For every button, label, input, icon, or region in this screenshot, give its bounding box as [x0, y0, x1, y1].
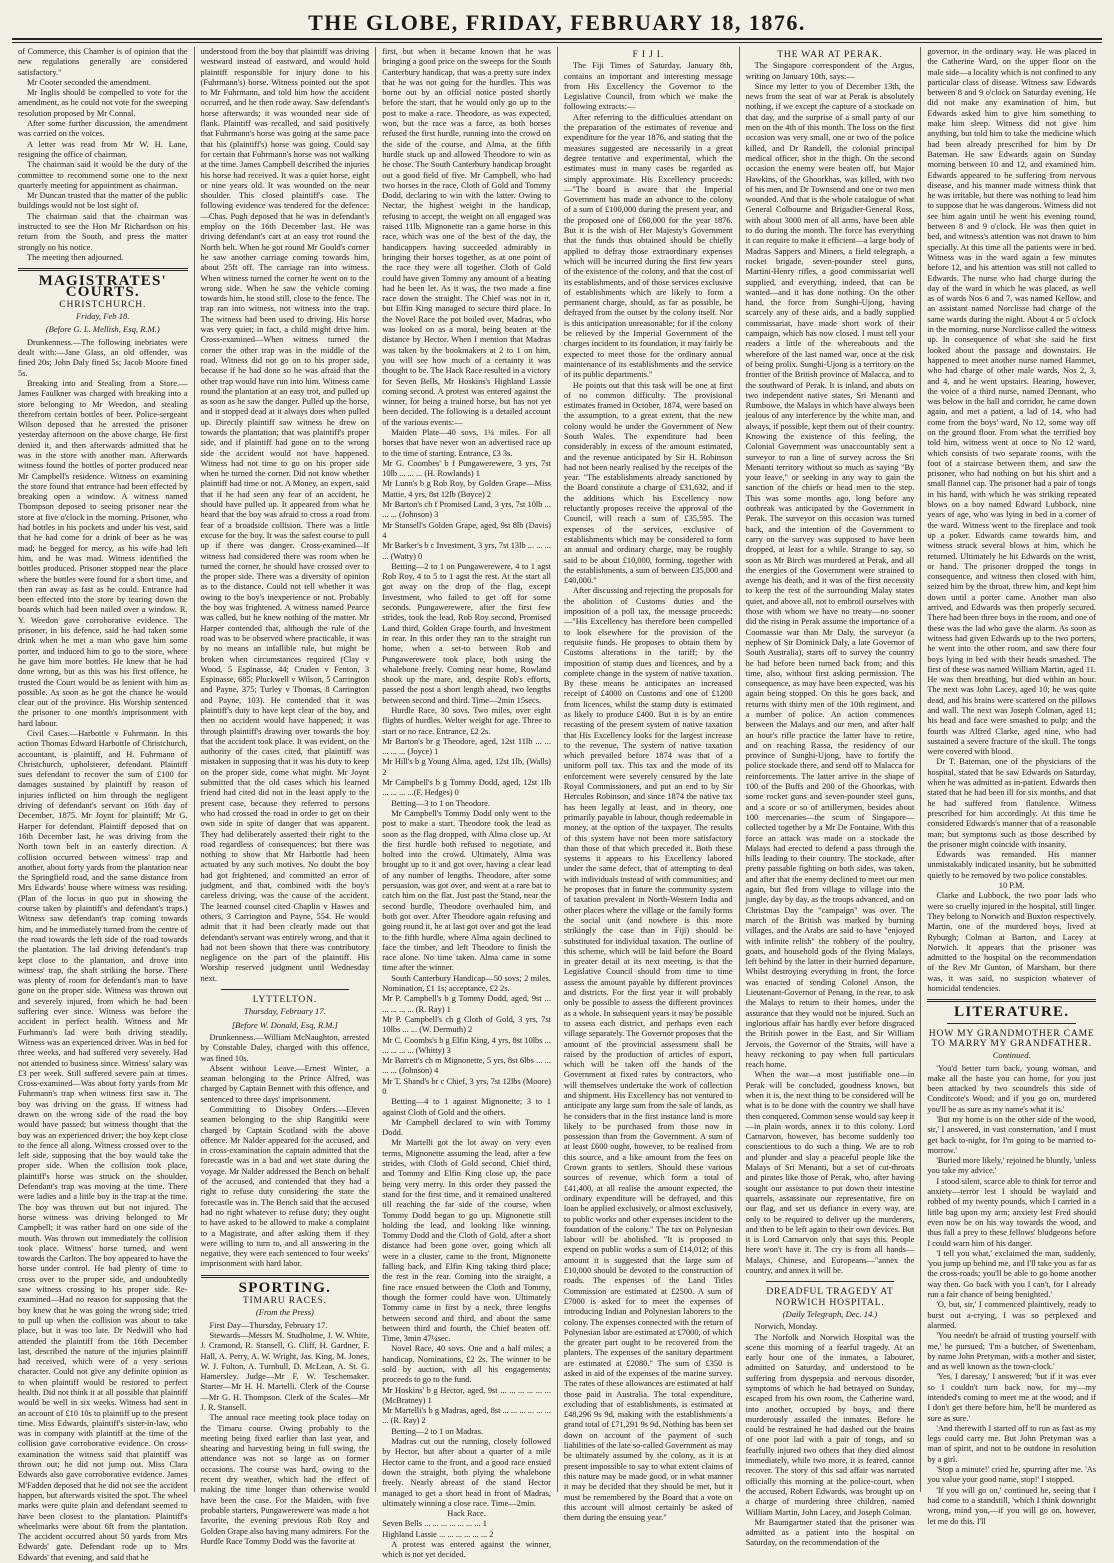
- race-result: Mr Barton's ch f Promised Land, 3 yrs, 7st 10lb ... ... ... (Johnson) 3: [382, 500, 551, 520]
- section-heading: MAGISTRATES' COURTS.: [38, 273, 167, 300]
- story-title: HOW MY GRANDMOTHER CAME TO MARRY MY GRANDFATHER.: [928, 1027, 1095, 1049]
- paragraph: First Day—Thursday, February 17.: [209, 1320, 328, 1330]
- section-heading: THE WAR AT PERAK.: [777, 49, 883, 60]
- race-result: Mr Barker's b c Investment, 3 yrs, 7st 13lb ... ... ... ... (Watty) 0: [382, 541, 551, 561]
- paragraph: The chairman said it would be the duty of the committee to recommend some one to the next quarterly meeting for appointment as chairman.: [18, 160, 188, 190]
- paragraph: Stewards—Messrs M. Studholme, J. W. White, J. Cramond, R. Stansell, G. Cliff, H. Gardner, F. Hall, A. Perry, A. W. Wright, Jas. King, M. Jones, W. J. Fulton, A. Turnbull, D. McLean, A. St. G. Hamersley. Judge—Mr F. W. Teschemaker. Starter—Mr H. H. Martelli. Clerk of the Course—Mr G. H. Thompson. Clerk of the Scales—Mr J. R. Stansell.: [200, 1330, 370, 1412]
- paragraph: Betting—3 to 1 on Theodore.: [391, 798, 490, 808]
- section-subheading: CHRISTCHURCH.: [59, 298, 147, 310]
- race-result: Mr Hoskins' b g Hector, aged, 9st ... ... ... ... ... ... (McBratney) 1: [382, 1385, 551, 1405]
- race-result: Mr G. Coombes' b f Pungawerewere, 3 yrs, 7st 10lb ... ... ... (H. Rowlands) 1: [382, 458, 551, 479]
- paragraph: The annual race meeting took place today on the Timaru course. Owing probably to the meeting being fixed earlier than last year, and shearing and harvesting being in full swing, the attendance was not so large as on former occasions. The course was hard, owing to the recent dry weather, which had the effect of making the time longer than otherwise would have been the case. For the Maiden, with five probable starters, Pungawerewere was made a hot favorite, the evening previous Rob Roy and Golden Grape also having many admirers. For the Hurdle Race Tommy Dodd was the favorite at: [200, 1413, 370, 1546]
- race-result: Mr Hill's b g Young Alma, aged, 12st 1lb, (Walls) 2: [382, 757, 551, 777]
- paragraph: 'Buried more likely,' rejoined he bluntly, 'unless you take my advice.': [927, 1156, 1097, 1176]
- court-date: Thursday, February 17.: [244, 1006, 326, 1017]
- paragraph: Mr Cooter seconded the amendment.: [27, 77, 151, 87]
- paragraph: 'I tell you what,' exclaimed the man, suddenly, 'you jump up behind me, and I'll take you as far as the cross-roads; you'll be able to go home another way then. Go back with you I can't, for I already run a fair chance of being benighted.': [927, 1248, 1097, 1300]
- race-result: Mr Barton's br g Theodore, aged, 12st 11lb ... ... ... ... ... (Joyce) 1: [382, 736, 551, 757]
- section-heading: LITERATURE.: [954, 1004, 1070, 1021]
- paragraph: first, but when it became known that he was bringing a good price on the sweeps for the South Canterbury handicap, that was a pretty sure index that he was not going for the hurdles. This was borne out by an official notice posted shortly before the start, that he would only go up to the post to make a race. Theodore, as was expected, won, but the race was a farce, as both horses refused the first hurdle, running into the crowd on the side of the course, and Alma, at the fifth hurdle stuck up and allowed Theodore to win as he chose. The South Canterbury handicap brought out a good field of five. Mr Campbell, who had two horses in the race, Cloth of Gold and Tommy Dodd, declaring to win with the latter. Owing to Nectar, the highest weight in the handicap, refusing to accept, the weight on all engaged was raised 11lb. Mignonette ran a game horse in this race, which was one of the best of the day, the handicappers having succeeded admirably in bringing their horses together, as at one point of the race they were all together. Cloth of Gold could have given Tommy any amount of a beating had he been let. As it was, the two made a fine race down the straight. The Chief was not in it, but Elfin King managed to secure third place. In the Novel Race the pot boiled over, Madras, who was looked on as a moral, being beaten at the distance by Hector. When I mention that Madras was taken by the bookmakers at 2 to 1 on him, you will see how much of a certainty it was thought to be. The Hack Race resulted in a victory for Seven Bells, Mr Hoskins's Highland Lassie coming second. A protest was entered against the winner, for being a trained horse, but has not yet been decided. The following is a detailed account of the various events:—: [382, 47, 551, 427]
- columns: [12, 47, 1102, 1562]
- section-rule: [18, 268, 188, 271]
- source-line: (Daily Telegraph, Dec. 14.): [782, 1308, 878, 1319]
- paragraph: After some further discussion, the amendment was carried on the voices.: [18, 119, 188, 139]
- section-heading: SPORTING.: [238, 1279, 332, 1296]
- paragraph: Clarke and Lubbock, the two poor lads who were so cruelly injured in the hospital, still linger. They belong to Norwich and Buxton respectively. Martin, one of the murdered boys, lived at Ryburgh; Colman at Barton, and Lacey at Norwich. It appears that the prisoner was admitted to the hospital on the recommendation of the Rev Mr Gunton, of Marsham, but there was, it was said, no suspicion whatever of homicidal tendencies.: [927, 891, 1097, 994]
- divider: [766, 1281, 895, 1282]
- masthead-rule: [12, 38, 1102, 43]
- column-2: [194, 47, 376, 1546]
- paragraph: South Canterbury Handicap—50 sovs; 2 miles. Nomination, £1 1s; acceptance, £2 2s.: [382, 973, 551, 994]
- paragraph: Betting—2 to 1 on Madras.: [391, 1426, 484, 1436]
- paragraph: A protest was entered against the winner, which is not yet decided.: [382, 1540, 551, 1560]
- paragraph: Committing to Disobey Orders.—Eleven seamen belonging to the ship Rangitiki were charged by Captain Scotland with the above offence. Mr Nalder appeared for the accused, and in cross-examination the captain admitted that the forecastle was in a bad and wet state during the voyage. Mr Nalder addressed the Bench on behalf of the accused, and contended that they had a right to refuse duty considering the state the forecastle was in. The Bench said that the accused had no right whatever to refuse duty; they ought to have asked to be allowed to make a complaint to a Magistrate, and after asking them if they were willing to turn to, and all answering in the negative, they were each sentenced to four weeks' imprisonment with hard labor.: [200, 1104, 370, 1269]
- race-result: Mr Lunn's b g Rob Roy, by Golden Grape—Miss Mattie, 4 yrs, 8st 12lb (Boyce) 2: [382, 479, 551, 499]
- column-3: [375, 47, 557, 1560]
- paragraph: Edwards was remanded. His manner unmistakably indicated insanity, but he submitted quietly to be removed by two police constables.: [927, 850, 1097, 880]
- paragraph: Civil Cases.—Harbottle v Fuhrmann. In this action Thomas Edward Harbottle of Christchurch, accountant, is plaintiff, and H. Fuhrmann of Christchurch, upholsterer, defendant. Plaintiff sues defendant to recover the sum of £100 for damages sustained by plaintiff by reason of injuries inflicted on him through the negligent driving of defendant's servant on 16th day of December, 1875. Mr Joynt for plaintiff; Mr G. Harper for defendant. Plaintiff deposed that on 16th December last, he was driving from the North town belt in an easterly direction. A collision occurred between witness' trap and another, about forty yards from the plantation near the Springfield road, and the same distance from Mrs Edwards' house where witness was residing. (Plan of the locus in quo put in showing the course taken by plaintiff's and defendant's traps.) Witness saw defendant's trap coming towards him, and he immediately turned from the centre of the road towards the left side of the road towards the plantation. The lad driving defendant's trap kept close to the plantation, and drove into witness' trap, the shaft striking the horse. There was plenty of room for defendant's man to have gone on the proper side. Witness was thrown out and severely injured, from which he had been suffering ever since. Witness was before the accident in perfect health. Witness and Mr Furhmann's lad were both driving steadily. Witness was an experienced driver. Was in bed for three weeks, and had suffered very severely. Had not attended to business since. Witness' salary was £3 per week. Still suffered severe pain at times. Cross-examined—Was about forty yards from Mr Fuhrmann's trap when witness first saw it. The boy was driving on the grass. If witness had drawn on the wrong side of the road the boy would have passed; but witness thought that the boy was an experienced driver; the boy kept close to the fence all along. Witness crossed over to the left side, supposing that the boy would take the proper side. When the collision took place, plaintiff's horse was struck on the shoulder. Defendant's trap was moving at the time. There were ladies and a little boy in the trap at the time. The boy was thrown out but not injured. The horse witness was driving belonged to Mr Campbell; it was rather hard on one side of the mouth. Was thrown out immediately the collision took place. Witness' horse turned, and went towards the Carlton. The boy appeared to have the horse under control. He had plenty of time to cross over to the proper side, and undoubtedly saw witness crossing to his proper side. Re-examined—Had no reason for supposing that the boy knew that he was going the wrong side; tried to pull up when the collision was about to take place, but it was too late. Dr Nedwill who had attended the plaintiff from the 16th December last, described the nature of the injuries plaintiff had received, which were of a very serious character. Could not give any definite opinion as to when plaintiff would be restored to perfect health. Did not think it at all possible that plaintiff would be well in six weeks. Witness had sent in an account of £10 10s to plaintiff up to the present time. Miss Edwards, plaintiff's sister-in-law, who was in company with plaintiff at the time of the collision gave corroborative evidence. On cross-examination the witness said that plaintiff was thrown out; he did not jump out. Miss Clara Edwards also gave corroborative evidence. James M'Fadden deposed that he did not see the accident happen, but afterwards visited the spot. The wheel marks were quite plain and defendant seemed to have been closest to the plantation. Plaintiff's wheelmarks were about 6ft from the plantation. The accident occurred about 50 yards from Mrs Edwards' gate. Defendant rode up to Mrs Edwards' that evening, and said that he: [18, 729, 188, 1562]
- paragraph: Absent without Leave.—Ernest Winter, a seaman belonging to the Prince Alfred, was charged by Captain Bennett with this offence, and sentenced to three days' imprisonment.: [200, 1063, 370, 1104]
- paragraph: 'Yes, I daresay,' I answered; 'but if it was ever so I couldn't turn back now, for my—my intended's coming to meet me at the wood; and if I don't get there before him, he'll be murdered as sure as sure.': [927, 1372, 1097, 1423]
- paragraph: Betting—2 to 1 on Pungawerewere, 4 to 1 agst Rob Roy, 4 to 5 to 1 agst the rest. At the start all got away on the drop of the flag, except Investment, who failed to get off for some seconds. Pungawerewere, after the first few strides, took the lead, Rob Roy second, Promised Land third, Golden Grape fourth, and Investment in rear. In this order they ran to the straight run home, when a set-to between Rob and Pungawerewere took place, both using the whalebone freely. Coming near home, Rowland shook up the mare, and, despite Rob's efforts, passed the post a short length ahead, two lengths between second and third. Time—2min 15secs.: [382, 561, 551, 705]
- paragraph: A letter was read from Mr W. H. Lane, resigning the office of chairman.: [18, 139, 188, 159]
- paragraph: Mr Martelli got the lot away on very even terms, Mignonette assuming the lead, after a few strides, with Cloth of Gold second, Chief third, and Tommy and Elfin King close up, the pace being very merry. In this order they passed the stand for the first time, and it remained unaltered till reaching the far side of the course, when Tommy Dodd began to go up. Mignonette still holding the lead, and looking like winning. Tommy Dodd and the Cloth of Gold, after a short distance had been gone over, going which all were in a cluster, came to the front, Mignonette falling back, and Elfin King taking third place; the rest in the rear. Coming into the straight, a fine race ensued between the Cloth and Tommy, though the former could have won. Ultimately Tommy came in first by a neck, three lengths between second and third, and about the same between third and fourth, the Chief beaten off. Time, 3min 47¼sec.: [382, 1138, 551, 1344]
- paragraph: of Commerce, this Chamber is of opinion that the new regulations generally are considered satisfactory.": [18, 47, 188, 77]
- section-rule: [927, 999, 1096, 1002]
- paragraph: Novel Race, 40 sovs. One and a half miles; a handicap. Nominations, £2 2s. The winner to be sold by auction, with all his engagements; proceeds to go to the fund.: [382, 1344, 551, 1385]
- source-line: (From the Press): [255, 1307, 314, 1318]
- paragraph: 'O, but, sir,' I commenced plaintively, ready to burst out a-crying, I was so perplexed and alarmed.: [927, 1300, 1097, 1330]
- paragraph: The chairman said that the chairman was instructed to see the Hon Mr Richardson on his return from the South, and press the matter strongly on his notice.: [18, 211, 188, 252]
- section-heading: LYTTELTON.: [252, 994, 318, 1006]
- section-subheading: TIMARU RACES.: [242, 1295, 327, 1307]
- paragraph: 'You needn't be afraid of trusting yourself with me,' he pursued; 'I'm a butcher, of Swettenham, by name John Pretyman, with a mother and sister, and as well known as the town-clock.': [927, 1331, 1097, 1372]
- paragraph: Norwich, Monday.: [754, 1322, 818, 1332]
- race-result: Mr Campbell's b g Tommy Dodd, aged, 12st 1lb ... ... ... ...(F. Hedges) 0: [382, 778, 551, 798]
- paragraph: Mr Baumgartner stated that the prisoner was admitted as a patient into the hospital on Saturday, on the recommendation of the: [745, 1517, 915, 1548]
- court-date: Friday, Feb 18.: [76, 311, 130, 322]
- column-1: [12, 47, 194, 1562]
- section-heading: DREADFUL TRAGEDY AT NORWICH HOSPITAL.: [766, 1286, 894, 1308]
- paragraph: understood from the boy that plaintiff was driving westward instead of eastward, and would hold plaintiff responsible for injury done to his (Fuhrmann's) horse. Witness pointed out the spot to Mr Fuhrmann, and told him how the accident occurred, and he then rode away. Saw defendant's horse afterwards; it was wounded near side of flank. Plaintiff was recalled, and said positively that Fuhrmann's horse was going at the same pace that his (plaintiff's) horse was going. Could say for certain that Fuhrmann's horse was not walking at the time. James Campbell described the injuries his horse had received. It was a quiet horse, eight or nine years old. It was wounded on the near shoulder. This closed plaintiff's case. The following evidence was tendered for the defence:—Chas. Pugh deposed that he was in defendant's employ on the 16th December last. He was driving defendant's cart at an easy trot round the North belt. When he got round Mr Gould's corner he saw another carriage coming towards him, about 25ft off. The carriage ran into witness. When witness turned the corner he went on to the wrong side. When he saw the vehicle coming towards him, he stood still, close to the fence. The trap ran into witness, not witness into the trap. The witness had been used to driving. His horse was very quiet; in fact, a child might drive him. Cross-examined—When witness turned the corner the other trap was in the middle of the road. Witness did not go on to his proper side, because if he had done so he was afraid that the other trap would have run into him. Witness came round the plantation at an easy trot, and pulled up as soon as he saw the danger. Pulled up the horse, and it stopped dead at it always does when pulled up. Directly plaintiff saw witness he drew on towards the plantation; that was plaintiff's proper side, and if plaintiff had gone on to the wrong side the accident would not have happened. Witness had not time to go on his proper side when he turned the corner. Did not know whether plaintiff had time or not. A Money, an expert, said that if he had seen any fear of an accident, he should have pulled up. It appeared from what he heard that the boy was afraid to cross a road from fear of a broadside collision. There was a little excuse for the boy. It was the safest course to pull up if there was danger. Cross-examined—If witness had considered there was room when he turned the corner, he should have crossed over to the proper side. There was a diversity of opinion as to the distance. Could not tell whether it was owing to the boy's inexperience or not. Probably the boy was frightened. A witness named Pearce was called, but he knew nothing of the matter. Mr Harper contended that, although the rule of the road was to be observed where practicable, it was by no means an infallible rule, but might be broken when circumstances required (Clay v Wood, 5 Espinasse, 44; Cruden v Fenton, 3 Espinasse, 685; Pluckwell v Wilson, 5 Carrington and Payne, 375; Turley v Thomas, 8 Carrington and Payne, 103). He contended that it was plaintiff's duty to have kept clear of the boy, and then no accident would have happened; it was through plaintiff's drawing over towards the boy that the accident took place. It was evident, on the authority of the cases cited, that plaintiff was mistaken in supposing that it was his duty to keep on the proper side, come what might. Mr Joynt submitted that the old cases which his learned friend had cited did not in the least apply to the present case, because they referred to persons who had crossed the road in order to get on their own side in spite of danger that was apparent. They had deliberately asserted their right to the road regardless of consequences; but there was nothing to show that Mr Harbottle had been actuated by any such motives. No doubt the boy had got frightened, and committed an error of judgment, and that, combined with the boy's careless driving, was the cause of the accident. The learned counsel cited Chaplin v Hawes and others, 3 Carrington and Payne, 554. He would admit that it had been clearly made out that defendant's servant was entirely wrong, and that it had not been shown that there was contributory negligence on the part of the plaintiff. His Worship reserved judgment until Wednesday next.: [200, 47, 370, 983]
- paragraph: 'Stop a minute!' cried he, spurring after me. 'As you value your good name, stop!' I stopped.: [927, 1465, 1097, 1485]
- paragraph: Mr Campbell's Tommy Dodd only went to the post to make a start. Theodore took the lead as soon as the flag dropped, with Alma close up. At the first hurdle both refused to negotiate, and bolted into the crowd. Ultimately, Alma was brought up to it and got over, having a clear lead of any number of lengths. Theodore, after some persuasion, was got over, and went at a rare bat to catch him on the flat. Just past the Stand, near the second hurdle, Theodore overhauled him, and both got over. After Theodore again refusing and going round it, he at last got over and got the lead to the fifth hurdle, where Alma again declined to face the timber, and left Theodore to finish the race alone. No time taken. Alma came in some time after the winner.: [382, 808, 551, 973]
- court-bench: (Before G. L. Mellish, Esq, R.M.): [45, 324, 160, 335]
- race-result: Mr Barrett's ch m Mignonette, 5 yrs, 8st 6lbs ... ... ... ... (Johnson) 4: [382, 1056, 551, 1076]
- paragraph: The meeting then adjourned.: [27, 252, 124, 262]
- race-result: Seven Bells ... ... ... ... ... ... ... 1: [382, 1519, 487, 1529]
- race-heading: Hack Race.: [447, 1509, 486, 1519]
- column-5: [739, 47, 921, 1548]
- paragraph: I stood silent, scarce able to think for terror and anxiety—terror lest I should be waylaid and robbed of my twenty pounds, which I carried in a little bag upon my arm; anxiety lest Fred should even now be on his way towards the wood, and thus fall a prey to these fellows' bludgeons before I could warn him of his danger.: [927, 1176, 1097, 1248]
- story-continued: Continued.: [992, 1050, 1031, 1061]
- race-result: Mr C. Coombs's b g Elfin King, 4 yrs, 8st 10lbs ... ... ... ... ... (Whitty) 3: [382, 1035, 551, 1055]
- court-bench: [Before W. Donald, Esq, R.M.]: [231, 1019, 338, 1030]
- divider: [947, 1023, 1076, 1024]
- paragraph: Drunkenness.—William McNaughton, arrested by Constable Daley, charged with this offence, was fined 10s.: [200, 1032, 370, 1063]
- paragraph: After discussing and rejecting the proposals for the abolition of Customs duties and the imposition of a poll tax, the message proceeds:—"His Excellency has therefore been compelled to look elsewhere for the provision of the requisite funds. He proposes to obtain them by Customs alterations in the tariff; by the imposition of stamp dues and licences, and by a complete change in the system of native taxation. By these means he anticipates an increased receipt of £4000 on Customs and one of £1200 from licences, whilst the stamp duty is estimated as likely to produce £400. But it is by an entire recasting of the present system of native taxation that His Excellency looks for the largest increase to the revenue. The system of native taxation which prevailed before 1874 was that of a uniform poll tax. This tax and the mode of its enforcement were severely censured by the late Royal Commissioners, and put an end to by Sir Hercules Robinson, and since 1874 the native tax has been legally at least, and in theory, one primarily payable in labour, though redeemable in money, at the option of the taxpayer. The results of this system have not been more satisfactory than those of that which preceded it. Both these systems it appears to his Excellency labored under the same defect, that of attempting to deal with individuals instead of with communities; and he proposes that in future the community system of taxation prevalent in North-Western India and other places where the village or the family forms the social unit (and nowhere is this more strikingly the case than in Fiji) should be substituted for individual taxation. The outline of this scheme, which will be laid before the Board in greater detail at its next meeting, is that the Legislative Council should from time to time assess the amount payable by different provinces and districts. For the first year it will probably only be possible to assess the different provinces as a whole. In subsequent years it may be possible to assess each district, and perhaps even each village separately. The Governor proposes that the amount of the provincial assessment shall be raised by the production of articles of export, which will be taken off the hands of the Government at fixed rates by contractors, who will themselves undertake the work of collection and shipment. His Excellency has not ventured to anticipate any large sum from the sale of lands, as he considers that in the first instance land is more likely to be purchased from those now in possession than from the Government. A sum of at least £600 ought, however, to be realised from this source, and a like amount from the fees on Crown grants to settlers. Should these various sources of revenue, which form a total of £41,400, at all realise the amount expected, the ordinary expenditure will be defrayed, and this loan be applied exclusively, or almost exclusively, to public works and other expenses incident to the foundation of the colony." The tax on Polynesian labour will be abolished. "It is proposed to expend on public works a sum of £14,012; of this amount it is suggested that the large sum of £10,000 should be devoted to the construction of roads. The expenses of the Land Titles Commission are estimated at £2500. A sum of £7000 is asked for to meet the expenses of introducing Indian and Polynesian laborers to the colony. The expenses connected with the return of Polynesian labor are estimated at £7000, of which the greater part ought to be recovered from the planters. The expenses of the sanitary department are estimated at £2080." The sum of £350 is asked in aid of the expenses of the marine survey. The rates of these allowances are estimated at half those paid in Australia. The total expenditure, excluding that of establishments, is estimated at £48,296 9s 9d, making with the establishments a grand total of £71,291 9s 9d. Nothing has been set down on account of the payment of such liabilities of the late so-called Government as may be ultimately assumed by the colony, as it is at present impossible to say to what extent claims of this nature may be made good, or in what manner it may be decided that they should be met, but it must be remembered by the Board that a vote on this account will almost certainly be asked of them during the ensuing year.": [563, 586, 733, 1523]
- paragraph: Hurdle Race, 30 sovs. Two miles, over eight flights of hurdles. Welter weight for age. Three to start or no race. Entrance, £2 2s.: [382, 706, 551, 736]
- paragraph: Mr Campbell declared to win with Tommy Dodd.: [382, 1117, 551, 1138]
- race-result: Mr P. Campbell's ch g Cloth of Gold, 3 yrs, 7st 10lbs ... ... (W. Dermuth) 2: [382, 1014, 551, 1035]
- column-6: [920, 47, 1102, 1526]
- divider: [221, 989, 350, 990]
- paragraph: The Norfolk and Norwich Hospital was the scene this morning of a fearful tragedy. At an early hour one of the inmates, a labourer, admitted on Saturday, and understood to be suffering from dyspepsia and nervous disorder, symptoms of which he had betrayed on Sunday, escaped from his own room, the Catherine ward, into another, occupied by boys, and there murderously assailed the inmates. Before he could be restrained he had dashed out the brains of one poor lad with a pair of tongs, and so fearfully injured two others that they died almost immediately, while two more, it is feared, cannot recover. The story of this sad affair was narrated officially this morning at the police-court, when the accused, Robert Edwards, was brought up on a charge of murdering three children, named William Martin, John Lacey, and Joseph Colman.: [745, 1332, 915, 1517]
- race-result: Mr Martelli's b g Madras, aged, 8st ... ... ... ... ... ... ... (R. Ray) 2: [382, 1406, 551, 1426]
- paragraph: When the war—a most justifiable one—in Perak will be concluded, goodness knows, but when it is, the next thing to be considered will be what is to be done with the country we shall have then conquered. Common sense would say keep it—in plain words, annex it to this colony. Lord Carnarvon, however, has become suddenly too conscientious to do such a thing. We are to rob and plunder and slay a peaceful people like the Malays of Sri Menanti, but a set of cut-throats and pirates like those of Perak, who, after having sought our assistance to put down their intestine quarrels, assassinate our representative, fire on our flag, and set us defiance in every way, are only to be required to deliver up the murderers, and then to be left again to their own devices. But it is Lord Carnarvon only that says this. People here won't have it. The cry is from all hands—Malays, Chinese, and Europeans—"annex the country, and annex it will be.: [745, 1070, 915, 1276]
- paragraph: Breaking into and Stealing from a Store.—James Faulkner was charged with breaking into a store belonging to Mr Weedon, and stealing therefrom certain bottles of beer. Police-sergeant Wilson deposed that he arrested the prisoner yesterday afternoon on the above charge. He first denied it, and then afterwards admitted that he was in the store with another man. Afterwards witness found the bottles of porter produced near Mr Campbell's residence. Witness on examining the store found that entrance had been effected by breaking open a window. A witness named Thompson deposed to seeing prisoner near the store at five o'clock in the morning. Prisoner, who had bottles in his pockets and under his vest, said that he had come for a drink of beer as he was mad; he begged for mercy, as his wife had left him, and he was mad. Witness identified the bottles produced. Prisoner stopped near the place where the bottles were found for a short time, and then ran away as fast as he could. Entrance had been effected into the store by tearing down the boards which had been nailed over a window. R. Y. Weedon gave corroborative evidence. The prisoner, in his defence, said he had taken some drink when he met a man who gave him some porter, and induced him to go to the store, where he gave him more bottles. He knew that he had done wrong, but as this was his first offence, he trusted the Court would be as lenient with him as possible. As soon as he got the chance he would clear out of the province. His Worship sentenced the prisoner to one month's imprisonment with hard labour.: [18, 378, 188, 728]
- paragraph: 'If you will go on,' continued he, seeing that I had come to a standstill, 'which I think downright wrong, mind you,—if you will go on, however, let me do this. I'll: [927, 1485, 1097, 1526]
- section-heading: F I J I.: [632, 49, 664, 60]
- paragraph: governor, in the ordinary way. He was placed in the Catherine Ward, on the upper floor on the male side—a locality which is not confined to any particular class of disease. Witness saw Edwards between 8 and 9 o'clock on Saturday evening. He did not make any examination of him, but Edwards asked him to give him something to make him sleep. Witness did not give him anything, but told him to take the medicine which had been already prescribed for him by Dr Bateman. He saw Edwards again on Sunday morning between 10 and 12, and examined him. Edwards appeared to be suffering from nervous disease, and his manner made witness think that he was irritable, but there was nothing to lead him to suppose that he was dangerous. Witness did not see him again until he went his evening round, between 8 and 9 o'clock. He was then quiet in bed, and witness's attention was not drawn to him specially. At this time all the patients were in bed. Witness was in the ward again a few minutes before 12, and his attention was still not called to Edwards. The nurse who had charge during the day of the ward in which he was placed, as well as of wards Nos 6 and 7, was named Kellow, and an assistant named Norclisse had charge of the same wards during the night. About 4 or 5 o'clock in the morning, nurse Norclisse called the witness up. In consequence of what she said he first looked about the passage and downstairs. He happened to meet another nurse named Hammet, who had charge of other male wards, Nos 2, 3, and 4, and he went upstairs. Hearing, however, the voice of a third nurse, named Dennant, who was below in the hall and corridor, he came down again, and met a patient, a lad of 14, who had come from the boys' ward, No 12, some way off on the ground floor. From what the terrified boy told him, witness went at once to No 12 ward, which consists of two separate rooms, with the foot of a staircase between them, and saw the prisoner, who had nothing on but his shirt and a small flannel cap. The prisoner had a pair of tongs in his hand, with which he was striking repeated blows on a boy named Edward Lubbock, nine years of age, who was lying in bed in a corner of the ward. Witness went to the fireplace and took up a poker. Edwards came towards him, and witness struck several blows at him, which he returned. Ultimately he hit Edwards on the wrist, or hand. The prisoner dropped the tongs in consequence, and witness then closed with him, seized him by the throat, threw him, and kept him down until a porter came. Another man also arrived, and Edwards was then properly secured. There had been three boys in the room, and one of these was the lad who gave the alarm. As soon as witness had given Edwards up to the two porters, he went into the other room, and saw there four boys lying in bed with their heads smashed. The first of these was named William Martin, aged 11. He was then breathing, but died within an hour. The next was John Lacey, aged 10; he was quite dead, and his brains were scattered on the pillows and wall. The next was Joseph Colman, aged 11; his head and face were smashed to pulp; and the fourth was Alfred Clarke, aged nine, who had sustained a severe fracture of the skull. The tongs were covered with blood.: [927, 47, 1097, 757]
- paragraph: Dr T. Bateman, one of the physicians of the hospital, stated that he saw Edwards on Saturday, when he was admitted as in-patient. Edwards then stated that he had been ill for six months, and that he had suffered from flatulence. Witness prescribed for him accordingly. At this time he considered Edwards's manner that of a reasonable man; but symptoms such as those described by the prisoner might coincide with insanity.: [927, 757, 1097, 849]
- column-4: [557, 47, 739, 1523]
- paragraph: The Fiji Times of Saturday, January 8th, contains an important and interesting message from His Excellency the Governor to the Legislative Council, from which we make the following extracts:—: [563, 61, 733, 112]
- race-result: Mr P. Campbell's b g Tommy Dodd, aged, 9st ... ... ... ... ... (R. Ray) 1: [382, 994, 551, 1014]
- paragraph: The Singapore correspondent of the Argus, writing on January 10th, says:—: [745, 61, 915, 81]
- page-masthead: THE GLOBE, FRIDAY, FEBRUARY 18, 1876.: [308, 10, 806, 35]
- paragraph: Betting—4 to 1 against Mignonette; 3 to 1 against Cloth of Gold and the others.: [382, 1097, 551, 1117]
- paragraph: 'And therewith I started off to run as fast as my legs could carry me. But John Pretyman was a man of spirit, and not to be outdone in resolution by a girl.: [927, 1423, 1097, 1464]
- paragraph: Maiden Plate—40 sovs, 1¼ miles. For all horses that have never won an advertised race up to the time of starting. Entrance, £3 3s.: [382, 427, 551, 458]
- race-result: Mr T. Shand's br c Chief, 3 yrs, 7st 12lbs (Moore) 0: [382, 1076, 551, 1096]
- race-result: Highland Lassie ... ... ... ... ... ... 2: [382, 1529, 494, 1539]
- time-stamp: 10 P.M.: [998, 881, 1025, 891]
- race-result: Mr Stansell's Golden Grape, aged, 9st 8lb (Davis) 4: [382, 520, 551, 540]
- paragraph: Madras cut out the running, closely followed by Hector, but after about a quarter of a mile Hector came to the front, and a good race ensued down the straight, both plying the whalebone freely. Nearly abreast of the stand Hector managed to get a short head in front of Madras, ultimately winning a close race. Time—2min.: [382, 1437, 551, 1508]
- section-rule: [201, 1275, 370, 1278]
- paragraph: 'You'd better turn back, young woman, and make all the haste you can home, for you just been attacked by two scoundrels this side of Conditcote's Wood; and if you go on, murdered you'll be as sure as my name's what it is.': [927, 1063, 1097, 1114]
- paragraph: Since my letter to you of December 13th, the news from the seat of war at Perak is absolutely nothing, if we except the capture of a stockade on that day, and the surprise of a small party of our men on the 4th of this month. The loss on the first occasion was very small, one or two of the police killed, and Dr Randell, the colonial principal medical officer, shot in the thigh. On the second occasion the enemy were beaten off, but Major Hawkins, of the Ghoorkhas, was killed, with two of his men, and Dr Townsend and one or two men wounded. And that is the whole catalogue of what General Colbourne and Brigadier-General Ross, with about 3000 men of all arms, have been able to do during the month. The force has everything it can require to make it efficient—a large body of Madras Sappers and Miners, a field telegraph, a rocket brigade, seven-pounder steel guns, Martini-Henry rifles, a good commissariat well supplied, and everything, indeed, that can be wanted—and it has done nothing. On the other hand, the force from Sunghi-Ujong, having scarcely any of these aids, and a badly supplied commissariat, have made short work of their campaign, which has now closed. I must tell your readers a little of the whereabouts and the wherefore of the last named war, once at the risk of being prolix. Sunghi-Ujong is a territory on the frontier of the British province of Malacca, and to the southward of Perak. It is inland, and abuts on two independent native states, Sri Menanti and Rumbowe, the Malays in which have always been jealous of any interference by the white man, and always, if possible, kept them out of their country. Knowing the existence of this feeling, the Colonial Government was unaccountably sent a surveyor to run a line of survey across the Sri Menanti territory without so much as saying "By your leave," or seeking in any way to gain the sanction of the chiefs or head men to the step. This was some months ago, long before any outbreak was anticipated by the Government in Perak. The surveyor on this occasion was turned back, and the intention of the Government to carry on the survey was supposed to have been dropped, at least for a while. Strange to say, so soon as Mr Birch was murdered at Perak, and all the energies of the Government were strained to avenge his death, and it was of the first necessity to keep the rest of the surrounding Malay states quiet, and above all, not to embroil ourselves with those with whom we have no treaty—no sooner did the rising in Perak assume the importance of a Coomassie war than Mr Daly, the surveyor (a nephew of Sir Dominick Daly, a late Governor of South Australia), starts off to survey the country he had before been turned back from; and this time, also, without first asking permission. The consequence, as may have been expected, was his again being stopped. On this he goes back, and returns with thirty men of the 10th regiment, and a number of police. An action commences between the Malays and our men, and after half an hour's rifle practice the latter have to retire, and on reaching Rassa, the residency of our province of Sunghi-Ujong, have to fortify the police stockade there, and send off to Malacca for reinforcements. The latter arrive in the shape of 100 of the Buffs and 200 of the Ghoorkas, with some rocket guns and seven-pounder steel guns, and a score or so of artillerymen, besides about 100 mercenaries—the scum of Singapore—collected together by a Mr De Fontaine. With this force an attack was made on a stockade the Malays had erected to defend a pass through the hills leading to their country. The stockade, after pretty passable fighting on both sides, was taken, and after that the enemy declined to meet our men again, but fled from village to village into the jungle, day by day, as the troops advanced, and on Christmas Day the "campaign" was over. The march of the British was marked by burning villages, and the Arabs are said to have "enjoyed with infinite relish" the robbery of the poultry, goats, and household gods of the flying Malays, left behind by the latter in their hurried departure. Whilst destroying everything in front, the force was enacted of sending Colonel Anson, the Lieutenant-Governor of Penang, in the rear, to ask the Malays to return to their homes, under the assurance that they would not be injured. Such an inglorious affair has hardly ever before disgraced the British power in the East, and Sir William Jervois, the Governor of the Straits, will have a heavy reckoning to pay when full particulars reach home.: [745, 81, 915, 1070]
- paragraph: After referring to the difficulties attendant on the preparation of the estimates of revenue and expenditure for the year 1876, and stating that the measures suggested are necessarily in a great degree tentative and experimental, which the estimates must in many cases be regarded as simply approximate. His Excellency proceeds:—"The board is aware that the Imperial Government has made an advance to the colony of a sum of £100,000 during the present year, and the proposed one of £60,000 for the year 1876. But it is the wish of Her Majesty's Government that the funds thus obtained should be chiefly applied to defray those extraordinary expenses which will be incurred during the first few years of the existence of the colony, and that the cost of its establishments, and of those services exclusive of establishments which are likely to form a permanent charge, should, as far as possible, be defrayed from the outset by the colony itself. Nor is this anticipation unreasonable; for if the colony be relieved by the Imperial Government of the charges incident to its foundation, it may fairly be expected to meet those for the ordinary annual maintenance of its establishments and the service of its public departments.": [563, 112, 733, 380]
- paragraph: 'But my home is on the other side of the wood, sir,' I answered, in vast consternation, 'and I must get back to-night, for I'm going to be married to-morrow.': [927, 1114, 1097, 1155]
- paragraph: He points out that this task will be one at first of no common difficulty. The provisional estimates framed in October, 1874, were based on the assumption, to a great extent, that the new colony would be under the Government of New South Wales. The expenditure had been considerably in excess of the amount estimated, and the revenue anticipated by Sir H. Robinson had not been nearly realised by the receipts of the year. "The establishments already sanctioned by the Board constitute a charge of £31,632, and if the additions which his Excellency now reluctantly proposes receive the approval of the Council, will reach a sum of £35,595. The expenses of the services, exclusive of establishments which may be considered to form an annual and ordinary charge, may be roughly said to be about £10,000, forming, together with the establishments, a sum of between £35,000 and £40,000.": [563, 380, 733, 586]
- paragraph: Drunkenness.—The following inebriates were dealt with:—Jane Glass, an old offender, was fined 20s; John Daly fined 5s; Jacob Moore fined 5s.: [18, 337, 188, 378]
- paragraph: Mr Duncan trusted that the matter of the public buildings would not be lost sight of.: [18, 191, 188, 211]
- paragraph: Mr Inglis should be compelled to vote for the amendment, as he could not vote for the sweeping resolution proposed by Mr Connal.: [18, 88, 188, 118]
